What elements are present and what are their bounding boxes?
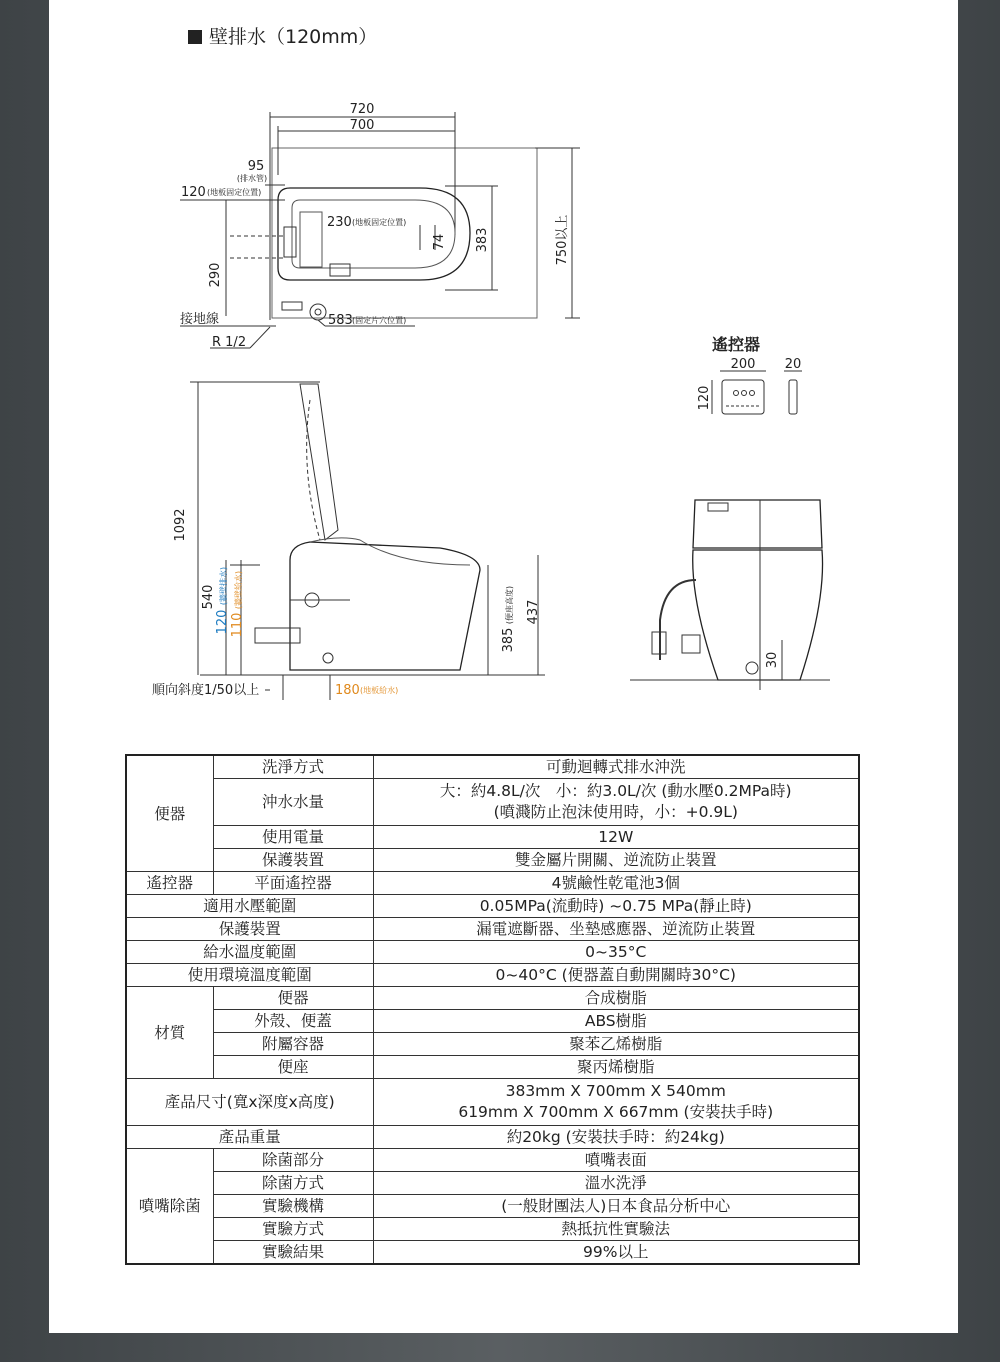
group-toilet: 便器: [126, 755, 213, 872]
dim-230: 230: [327, 215, 352, 230]
row-label: 保護裝置: [213, 849, 373, 872]
dim-30: 30: [765, 651, 780, 669]
table-row: [126, 779, 859, 826]
dim-385-note: (便座高度): [505, 585, 514, 625]
dim-120-note: (地板固定位置): [207, 188, 262, 197]
dim-180: 180: [335, 683, 360, 698]
side-view: [190, 382, 545, 700]
water-value-line1: 大：約4.8L/次 小：約3.0L/次 (動水壓0.2MPa時): [439, 782, 792, 800]
table-row: [126, 1033, 859, 1056]
dim-383: 383: [475, 227, 490, 253]
row-label: 除菌方式: [213, 1172, 373, 1195]
row-value: 12W: [373, 826, 859, 849]
dim-120-drain: 120: [215, 609, 230, 635]
dim-120: 120: [181, 185, 206, 200]
size-value-line1: 383mm X 700mm X 540mm: [505, 1082, 726, 1100]
row-value: 溫水洗淨: [373, 1172, 859, 1195]
row-label: 給水溫度範圍: [126, 941, 373, 964]
row-value: ABS樹脂: [373, 1010, 859, 1033]
remote-dim-200: 200: [730, 357, 756, 372]
row-label: 洗淨方式: [213, 755, 373, 779]
table-row: [126, 1149, 859, 1172]
group-material: 材質: [126, 987, 213, 1079]
label-ground-wire: 接地線: [180, 312, 220, 327]
dim-540: 540: [201, 584, 216, 610]
dim-1092: 1092: [173, 508, 188, 542]
dim-583: 583: [328, 313, 353, 328]
heading-text: 壁排水（120mm）: [209, 26, 378, 48]
dim-74: 74: [432, 233, 447, 251]
dim-110-supply: 110: [230, 612, 245, 638]
row-label: 便器: [213, 987, 373, 1010]
row-label: 產品重量: [126, 1126, 373, 1149]
row-label: 沖水水量: [213, 779, 373, 826]
table-row: [126, 987, 859, 1010]
row-value: [373, 1079, 859, 1126]
label-slope: 順向斜度1/50以上: [152, 683, 260, 698]
water-value-line2: (噴濺防止泡沫使用時，小：+0.9L): [493, 803, 738, 821]
plan-view: [180, 112, 580, 348]
row-value: 99%以上: [373, 1241, 859, 1265]
table-row: [126, 1218, 859, 1241]
row-value: 聚丙烯樹脂: [373, 1056, 859, 1079]
row-value: 約20kg (安裝扶手時：約24kg): [373, 1126, 859, 1149]
dim-120-drain-note: (牆壁排水): [219, 566, 228, 606]
table-row: [126, 895, 859, 918]
row-label: 除菌部分: [213, 1149, 373, 1172]
size-value-line2: 619mm X 700mm X 667mm (安裝扶手時): [458, 1103, 774, 1121]
row-value: 可動迴轉式排水沖洗: [373, 755, 859, 779]
table-row: [126, 1195, 859, 1218]
remote-title: 遙控器: [712, 335, 761, 354]
row-value: 0.05MPa(流動時) ~0.75 MPa(靜止時): [373, 895, 859, 918]
row-value: (一般財團法人)日本食品分析中心: [373, 1195, 859, 1218]
dim-700: 700: [349, 118, 375, 133]
dim-95: 95: [247, 159, 265, 174]
table-row: [126, 755, 859, 779]
remote-dim-20: 20: [784, 357, 802, 372]
row-value: 噴嘴表面: [373, 1149, 859, 1172]
dim-230-note: (地板固定位置): [352, 218, 407, 227]
row-value: 雙金屬片開關、逆流防止裝置: [373, 849, 859, 872]
table-row: [126, 1079, 859, 1126]
row-value: 0~35°C: [373, 941, 859, 964]
row-label: 產品尺寸(寬x深度x高度): [126, 1079, 373, 1126]
row-value: [373, 779, 859, 826]
row-label: 附屬容器: [213, 1033, 373, 1056]
row-value: 合成樹脂: [373, 987, 859, 1010]
table-row: [126, 1010, 859, 1033]
table-row: [126, 964, 859, 987]
row-label: 外殼、便蓋: [213, 1010, 373, 1033]
row-label: 實驗方式: [213, 1218, 373, 1241]
row-label: 適用水壓範圍: [126, 895, 373, 918]
row-label: 保護裝置: [126, 918, 373, 941]
dim-180-note: (地板給水): [360, 686, 399, 695]
spec-table: [125, 754, 860, 1265]
row-label: 使用電量: [213, 826, 373, 849]
dim-95-note: (排水管): [236, 174, 268, 183]
plan-dimension-texts: [180, 102, 570, 350]
table-row: [126, 826, 859, 849]
label-r12: R 1/2: [212, 335, 247, 350]
row-value: 0~40°C (便器蓋自動開關時30°C): [373, 964, 859, 987]
dim-110-supply-note: (牆壁給水): [234, 570, 243, 610]
dim-385: 385: [501, 627, 516, 653]
group-remote: 遙控器: [126, 872, 213, 895]
row-label: 使用環境溫度範圍: [126, 964, 373, 987]
row-label: 實驗機構: [213, 1195, 373, 1218]
dim-290: 290: [208, 262, 223, 288]
table-row: [126, 1056, 859, 1079]
dim-720: 720: [349, 102, 375, 117]
row-label: 實驗結果: [213, 1241, 373, 1265]
row-label: 平面遙控器: [213, 872, 373, 895]
table-row: [126, 941, 859, 964]
row-value: 熱抵抗性實驗法: [373, 1218, 859, 1241]
table-row: [126, 1241, 859, 1265]
table-row: [126, 872, 859, 895]
table-row: [126, 1126, 859, 1149]
group-nozzle: 噴嘴除菌: [126, 1149, 213, 1265]
table-row: [126, 849, 859, 872]
row-value: 聚苯乙烯樹脂: [373, 1033, 859, 1056]
dim-437: 437: [526, 599, 541, 625]
row-value: 4號鹼性乾電池3個: [373, 872, 859, 895]
row-label: 便座: [213, 1056, 373, 1079]
remote-dim-120: 120: [697, 385, 712, 411]
table-row: [126, 1172, 859, 1195]
front-view: [630, 500, 830, 690]
dim-750: 750以上: [555, 214, 570, 266]
dim-583-note: (固定片穴位置): [352, 316, 407, 325]
row-value: 漏電遮斷器、坐墊感應器、逆流防止裝置: [373, 918, 859, 941]
remote-drawing: [712, 371, 802, 414]
table-row: [126, 918, 859, 941]
